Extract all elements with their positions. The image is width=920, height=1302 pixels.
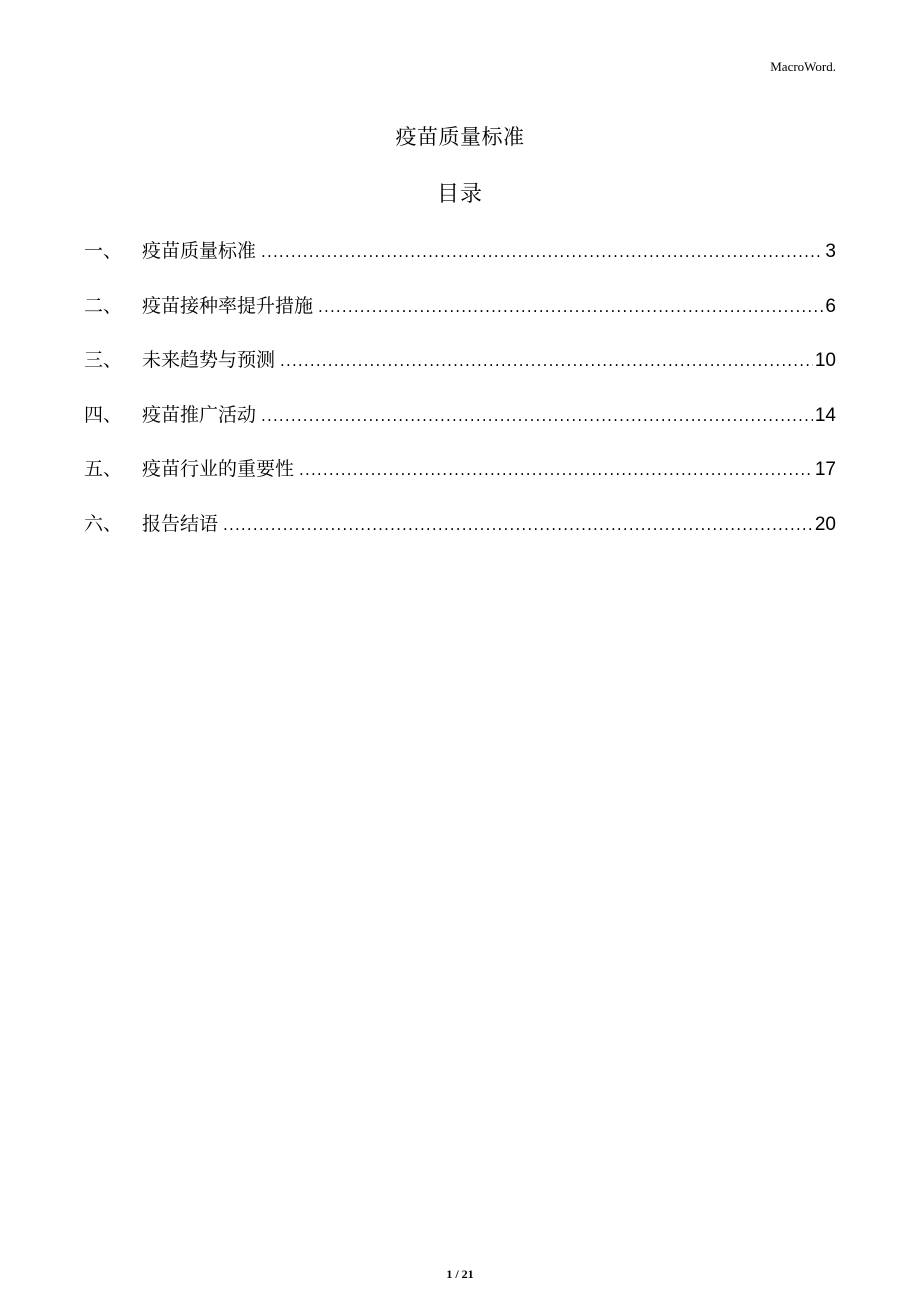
- toc-entry-page: 20: [814, 513, 836, 535]
- toc-entry-3[interactable]: [84, 345, 836, 400]
- toc-entry-page: 6: [825, 295, 836, 317]
- toc-entry-page: 10: [814, 350, 836, 371]
- toc-entry-title: 疫苗质量标准: [142, 240, 257, 262]
- toc-entry-number: 一、: [84, 240, 123, 262]
- toc-dot-leader: [280, 346, 813, 376]
- toc-dot-leader: [261, 237, 823, 267]
- toc-dot-leader: [318, 292, 823, 322]
- toc-entry-number: 四、: [84, 403, 123, 426]
- toc-dot-leader: [299, 455, 813, 485]
- page-number-footer: 1 / 21: [446, 1267, 474, 1281]
- toc-entry-page: 3: [825, 241, 836, 262]
- header-watermark: MacroWord.: [770, 59, 836, 74]
- table-of-contents: [84, 236, 836, 563]
- toc-entry-number: 五、: [84, 458, 123, 480]
- toc-entry-title: 报告结语: [142, 512, 219, 535]
- toc-entry-page: 17: [814, 459, 836, 480]
- toc-entry-number: 二、: [84, 294, 123, 317]
- toc-dot-leader: [223, 510, 813, 540]
- toc-heading: 目录: [436, 182, 483, 207]
- toc-entry-title: 疫苗行业的重要性: [142, 458, 295, 480]
- toc-entry-number: 三、: [84, 349, 123, 371]
- toc-entry-6[interactable]: [84, 509, 836, 564]
- toc-entry-1[interactable]: [84, 236, 836, 291]
- toc-entry-title: 疫苗推广活动: [142, 403, 257, 426]
- toc-entry-2[interactable]: [84, 291, 836, 346]
- toc-entry-page: 14: [814, 404, 836, 426]
- toc-dot-leader: [261, 401, 813, 431]
- toc-entry-title: 疫苗接种率提升措施: [142, 294, 314, 317]
- document-title: 疫苗质量标准: [395, 125, 525, 149]
- toc-entry-5[interactable]: [84, 454, 836, 509]
- toc-entry-title: 未来趋势与预测: [142, 349, 276, 371]
- toc-entry-4[interactable]: [84, 400, 836, 455]
- toc-entry-number: 六、: [84, 512, 123, 535]
